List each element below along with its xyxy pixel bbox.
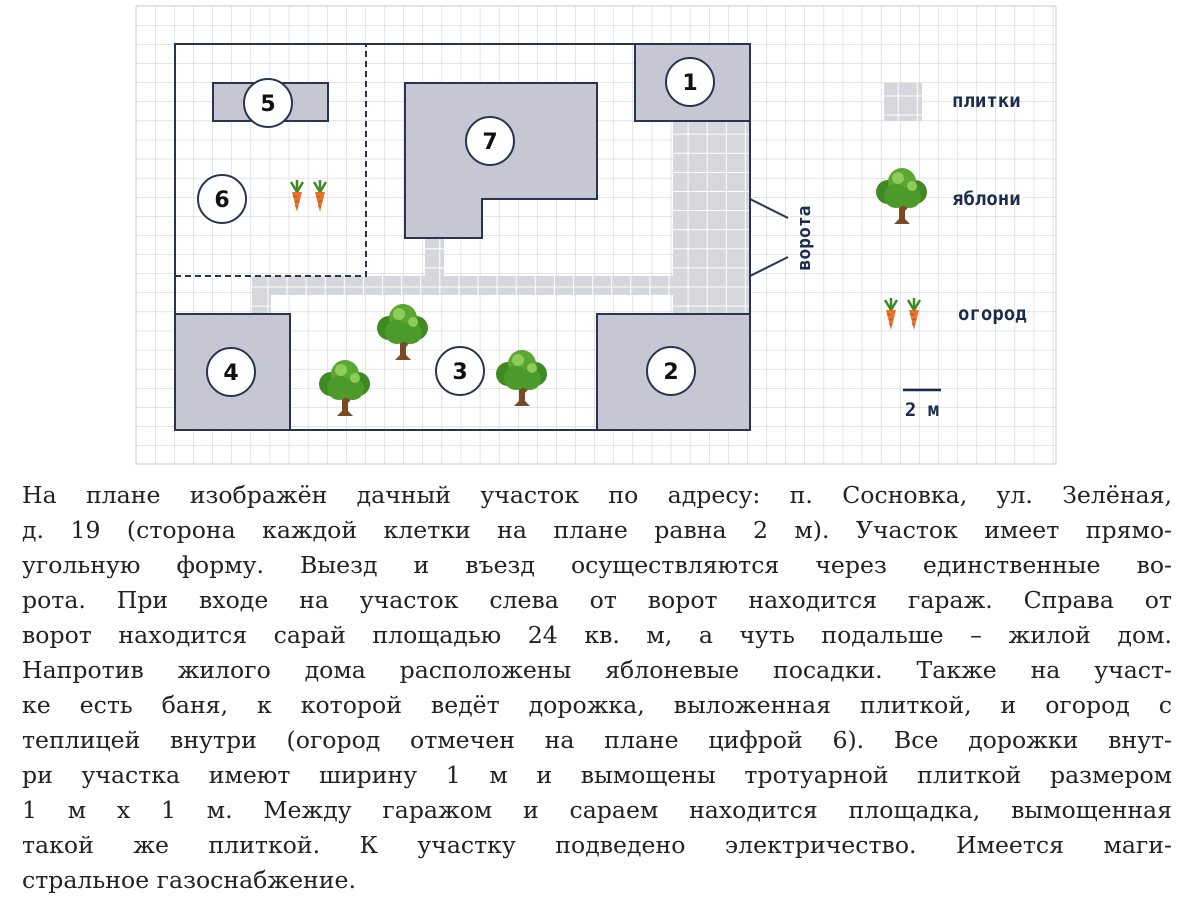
svg-text:3: 3: [452, 360, 468, 385]
scale-label: 2 м: [904, 399, 940, 421]
svg-text:7: 7: [482, 130, 498, 155]
legend-garden-label: огород: [958, 303, 1027, 325]
problem-line: такой же плиткой. К участку подведено электричество. Имеется маги-: [22, 831, 1172, 859]
problem-line: ворот находится сарай площадью 24 кв. м, а чуть подальше – жилой дом.: [22, 621, 1172, 649]
problem-line: ри участка имеют ширину 1 м и вымощены тротуарной плиткой размером: [22, 761, 1172, 789]
legend-apple-trees-label: яблони: [952, 188, 1021, 210]
label-6: [198, 175, 246, 223]
tiles-legend-icon: [884, 83, 922, 121]
label-2: [647, 347, 695, 395]
svg-text:1: 1: [682, 71, 698, 96]
svg-text:4: 4: [223, 361, 239, 386]
problem-line: стральное газоснабжение.: [22, 866, 356, 894]
problem-line: угольную форму. Выезд и въезд осуществляются через единственные во-: [22, 551, 1172, 579]
problem-text: [22, 478, 1172, 898]
svg-text:6: 6: [214, 188, 230, 213]
problem-line: теплицей внутри (огород отмечен на плане цифрой 6). Все дорожки внут-: [22, 726, 1172, 754]
label-5: [244, 79, 292, 127]
label-3: [436, 347, 484, 395]
gate-label: ворота: [794, 205, 815, 271]
problem-line: 1 м х 1 м. Между гаражом и сараем находится площадка, вымощенная: [22, 796, 1172, 824]
label-4: [207, 348, 255, 396]
svg-text:5: 5: [260, 92, 276, 117]
legend-tiles-label: плитки: [952, 90, 1021, 112]
problem-line: рота. При входе на участок слева от ворот находится гараж. Справа от: [22, 586, 1172, 614]
problem-line: ке есть баня, к которой ведёт дорожка, выложенная плиткой, и огород с: [22, 691, 1172, 719]
problem-line: Напротив жилого дома расположены яблоневые посадки. Также на участ-: [22, 656, 1172, 684]
svg-text:2: 2: [663, 360, 679, 385]
problem-line: д. 19 (сторона каждой клетки на плане равна 2 м). Участок имеет прямо-: [22, 516, 1172, 544]
problem-line: На плане изображён дачный участок по адресу: п. Сосновка, ул. Зелёная,: [22, 481, 1172, 509]
label-7: [466, 117, 514, 165]
label-1: [666, 58, 714, 106]
